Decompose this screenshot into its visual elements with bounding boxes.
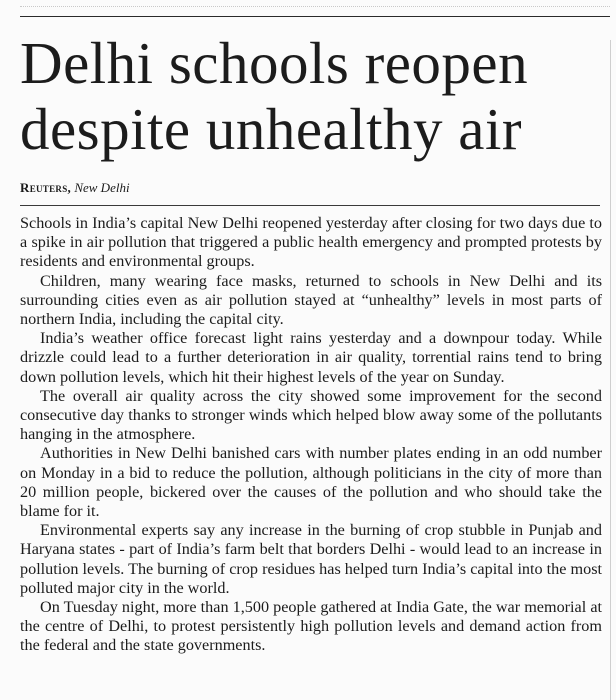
byline-agency: Reuters, (20, 180, 72, 195)
paragraph-7: On Tuesday night, more than 1,500 people gathered at India Gate, the war memorial at the centre of Delhi, to protest persistently high pollution levels and demand action from the federal and the state governments. (20, 598, 602, 655)
paragraph-6: Environmental experts say any increase in the burning of crop stubble in Punjab and Haryana states - part of India’s farm belt that borders Delhi - would lead to an increase in pollution levels. The burning of crop residues has helped turn India’s capital into the most polluted major city in the world. (20, 521, 602, 597)
top-divider (20, 16, 610, 17)
article-body (20, 214, 602, 656)
paragraph-2: Children, many wearing face masks, returned to schools in New Delhi and its surrounding cities even as air pollution stayed at “unhealthy” levels in most parts of northern India, including the capital city. (20, 271, 602, 329)
headline (20, 30, 600, 162)
byline-divider (20, 205, 600, 206)
byline (20, 180, 130, 196)
headline-line-1: Delhi schools reopen (20, 30, 529, 96)
clipped-previous-article-edge (20, 0, 610, 7)
paragraph-5: Authorities in New Delhi banished cars with number plates ending in an odd number on Monday in a bid to reduce the pollution, although politicians in the city of more than 20 million people, bickered over the causes of the pollution and who should take the blame for it. (20, 444, 602, 521)
byline-location: New Delhi (74, 180, 130, 195)
paragraph-3: India’s weather office forecast light rains yesterday and a downpour today. While drizzle could lead to a further deterioration in air quality, torrential rains tend to bring down pollution levels, which hit their highest levels of the year on Sunday. (20, 329, 602, 386)
paragraph-4: The overall air quality across the city showed some improvement for the second consecutive day thanks to stronger winds which helped blow away some of the pollutants hanging in the atmosphere. (20, 386, 602, 444)
column-divider (610, 40, 611, 700)
paragraph-1: Schools in India’s capital New Delhi reopened yesterday after closing for two days due to a spike in air pollution that triggered a public health emergency and prompted protests by residents and environmental groups. (20, 214, 602, 271)
headline-line-2: despite unhealthy air (20, 96, 523, 162)
